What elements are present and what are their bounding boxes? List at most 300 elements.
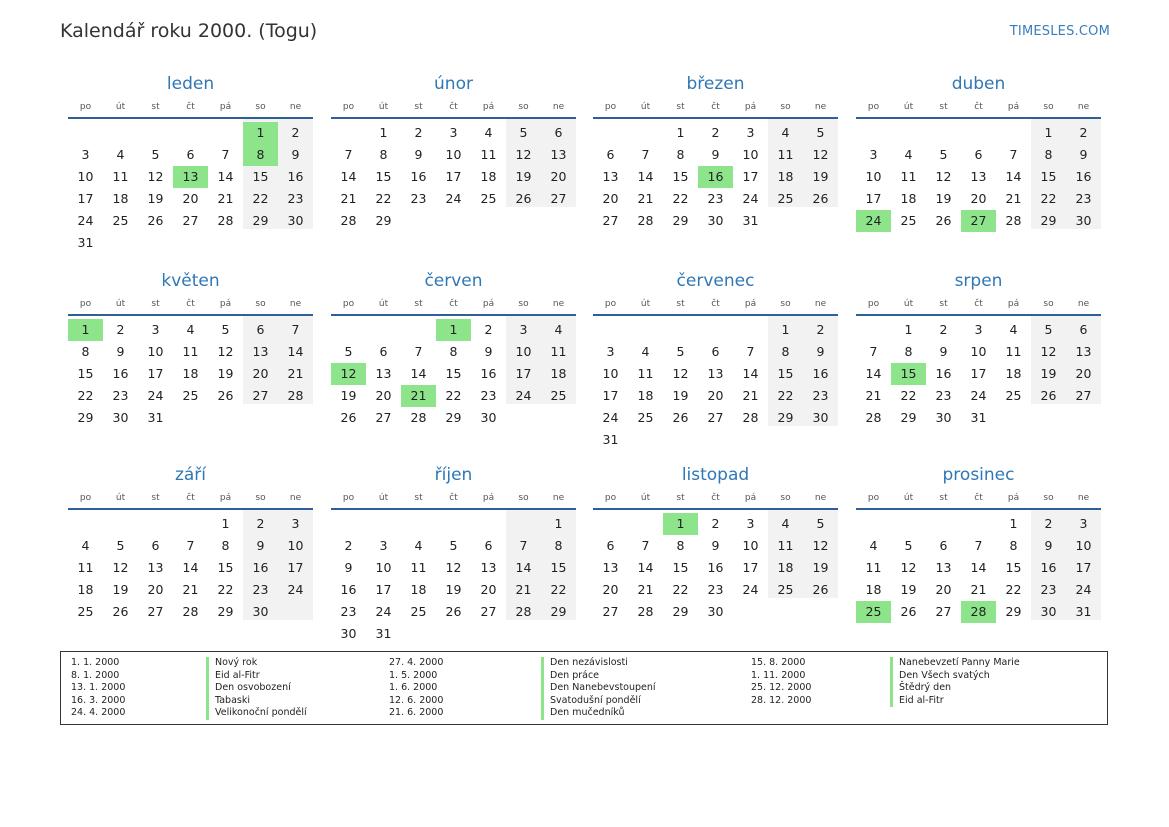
day: 17 xyxy=(1075,560,1092,575)
month-name: prosinec xyxy=(942,465,1015,485)
weekday-label: st xyxy=(414,299,423,309)
day: 5 xyxy=(676,344,685,359)
day: 16 xyxy=(287,169,304,184)
day: 26 xyxy=(112,604,129,619)
day: 12 xyxy=(147,169,164,184)
weekday-header xyxy=(68,491,313,510)
day: 31 xyxy=(602,432,619,447)
day: 30 xyxy=(1040,604,1057,619)
weekday-label: so xyxy=(780,299,791,309)
day: 9 xyxy=(939,344,948,359)
legend-date: 1. 11. 2000 xyxy=(751,669,806,681)
day: 2 xyxy=(414,125,423,140)
day: 13 xyxy=(252,344,269,359)
day: 31 xyxy=(77,235,94,250)
weekday-label: pá xyxy=(482,102,495,112)
day: 8 xyxy=(221,538,230,553)
day: 3 xyxy=(151,322,160,337)
day: 12 xyxy=(112,560,129,575)
weekday-label: ne xyxy=(289,102,302,112)
day: 13 xyxy=(550,147,567,162)
day: 12 xyxy=(672,366,689,381)
day: 9 xyxy=(816,344,825,359)
weekday-label: st xyxy=(414,102,423,112)
legend-holiday-name: Nový rok xyxy=(206,657,257,670)
day: 2 xyxy=(116,322,125,337)
day: 14 xyxy=(637,169,654,184)
legend-date: 1. 5. 2000 xyxy=(389,669,438,681)
day: 13 xyxy=(1075,344,1092,359)
day: 13 xyxy=(707,366,724,381)
day: 13 xyxy=(480,560,497,575)
day: 16 xyxy=(1075,169,1092,184)
day: 27 xyxy=(707,410,724,425)
weekday-header xyxy=(856,491,1101,510)
day: 7 xyxy=(746,344,755,359)
day: 18 xyxy=(550,366,567,381)
day: 3 xyxy=(379,538,388,553)
day: 30 xyxy=(707,213,724,228)
day: 8 xyxy=(1044,147,1053,162)
day: 1 xyxy=(379,125,388,140)
day: 21 xyxy=(182,582,199,597)
weekday-label: so xyxy=(518,102,529,112)
day: 16 xyxy=(340,582,357,597)
day: 2 xyxy=(256,516,265,531)
day: 4 xyxy=(781,516,790,531)
day: 27 xyxy=(1075,388,1092,403)
weekday-header xyxy=(593,297,838,316)
legend-holiday-name: Štědrý den xyxy=(890,682,951,695)
weekday-label: so xyxy=(780,102,791,112)
day: 14 xyxy=(865,366,882,381)
legend-holiday-name: Den Nanebevstoupení xyxy=(541,682,656,695)
day: 19 xyxy=(935,191,952,206)
legend-date: 8. 1. 2000 xyxy=(71,669,120,681)
day: 25 xyxy=(550,388,567,403)
day: 11 xyxy=(480,147,497,162)
legend-date: 1. 1. 2000 xyxy=(71,657,120,668)
day: 17 xyxy=(287,560,304,575)
day: 11 xyxy=(865,560,882,575)
day: 20 xyxy=(252,366,269,381)
month-name: květen xyxy=(161,271,220,291)
month-únor xyxy=(331,73,576,255)
day: 29 xyxy=(672,213,689,228)
day: 13 xyxy=(147,560,164,575)
day: 20 xyxy=(550,169,567,184)
day: 7 xyxy=(344,147,353,162)
day: 1 xyxy=(1044,125,1053,140)
day: 4 xyxy=(186,322,195,337)
day: 5 xyxy=(151,147,160,162)
weekday-label: st xyxy=(151,493,160,503)
holiday-day: 25 xyxy=(856,601,891,623)
weekday-label: út xyxy=(115,102,126,112)
day: 8 xyxy=(449,344,458,359)
day: 22 xyxy=(77,388,94,403)
day: 19 xyxy=(812,169,829,184)
holiday-day: 21 xyxy=(401,385,436,407)
day: 1 xyxy=(1009,516,1018,531)
weekday-label: st xyxy=(939,493,948,503)
day: 13 xyxy=(970,169,987,184)
day: 20 xyxy=(182,191,199,206)
day: 16 xyxy=(112,366,129,381)
weekday-label: po xyxy=(342,493,355,503)
month-name: červen xyxy=(424,271,483,291)
day: 24 xyxy=(602,410,619,425)
day: 12 xyxy=(812,538,829,553)
weekday-label: pá xyxy=(744,102,757,112)
day: 8 xyxy=(81,344,90,359)
day: 23 xyxy=(935,388,952,403)
day: 11 xyxy=(900,169,917,184)
day: 4 xyxy=(414,538,423,553)
weekday-label: po xyxy=(867,299,880,309)
day: 30 xyxy=(480,410,497,425)
holiday-day: 12 xyxy=(331,363,366,385)
day: 22 xyxy=(672,191,689,206)
day: 15 xyxy=(672,560,689,575)
weekday-label: čt xyxy=(449,102,458,112)
day: 28 xyxy=(217,213,234,228)
month-days xyxy=(68,316,313,452)
day: 5 xyxy=(221,322,230,337)
weekday-label: ne xyxy=(552,102,565,112)
weekday-label: ne xyxy=(1077,493,1090,503)
weekday-label: út xyxy=(903,493,914,503)
weekday-label: so xyxy=(780,493,791,503)
day: 16 xyxy=(935,366,952,381)
month-name: březen xyxy=(686,74,745,94)
day: 20 xyxy=(1075,366,1092,381)
day: 6 xyxy=(151,538,160,553)
day: 4 xyxy=(869,538,878,553)
day: 8 xyxy=(1009,538,1018,553)
day: 21 xyxy=(742,388,759,403)
weekday-label: čt xyxy=(186,493,195,503)
day: 23 xyxy=(410,191,427,206)
weekday-label: čt xyxy=(186,102,195,112)
day: 28 xyxy=(340,213,357,228)
day: 9 xyxy=(711,538,720,553)
day: 18 xyxy=(637,388,654,403)
weekday-label: út xyxy=(378,493,389,503)
weekday-label: ne xyxy=(814,299,827,309)
day: 22 xyxy=(445,388,462,403)
weekday-label: čt xyxy=(974,493,983,503)
weekday-label: pá xyxy=(1007,299,1020,309)
legend-holiday-name: Tabaski xyxy=(206,695,250,708)
day: 10 xyxy=(287,538,304,553)
holiday-day: 28 xyxy=(961,601,996,623)
weekday-label: pá xyxy=(219,299,232,309)
day: 20 xyxy=(602,191,619,206)
weekday-label: út xyxy=(903,299,914,309)
day: 10 xyxy=(970,344,987,359)
day: 31 xyxy=(970,410,987,425)
day: 11 xyxy=(112,169,129,184)
day: 30 xyxy=(1075,213,1092,228)
day: 15 xyxy=(217,560,234,575)
day: 28 xyxy=(287,388,304,403)
day: 8 xyxy=(676,538,685,553)
month-days xyxy=(593,119,838,255)
month-červenec xyxy=(593,270,838,452)
day: 7 xyxy=(519,538,528,553)
day: 6 xyxy=(606,538,615,553)
day: 9 xyxy=(344,560,353,575)
weekday-header xyxy=(68,100,313,119)
day: 23 xyxy=(112,388,129,403)
day: 21 xyxy=(515,582,532,597)
day: 15 xyxy=(77,366,94,381)
month-name: leden xyxy=(166,74,215,94)
day: 3 xyxy=(974,322,983,337)
day: 17 xyxy=(742,560,759,575)
day: 7 xyxy=(186,538,195,553)
day: 25 xyxy=(777,582,794,597)
day: 10 xyxy=(77,169,94,184)
weekday-label: pá xyxy=(1007,493,1020,503)
day: 12 xyxy=(445,560,462,575)
legend-holiday-name: Den osvobození xyxy=(206,682,291,695)
weekday-label: ne xyxy=(289,299,302,309)
day: 30 xyxy=(707,604,724,619)
weekday-label: pá xyxy=(219,102,232,112)
weekday-label: ne xyxy=(552,299,565,309)
weekday-label: po xyxy=(604,299,617,309)
holiday-day: 27 xyxy=(961,210,996,232)
day: 18 xyxy=(865,582,882,597)
day: 24 xyxy=(375,604,392,619)
legend-holiday-name: Svatodušní pondělí xyxy=(541,695,641,708)
day: 15 xyxy=(252,169,269,184)
day: 7 xyxy=(641,538,650,553)
weekday-label: čt xyxy=(711,102,720,112)
day: 11 xyxy=(777,147,794,162)
day: 25 xyxy=(182,388,199,403)
day: 18 xyxy=(410,582,427,597)
month-prosinec xyxy=(856,464,1101,646)
day: 7 xyxy=(641,147,650,162)
day: 29 xyxy=(217,604,234,619)
day: 23 xyxy=(287,191,304,206)
day: 22 xyxy=(375,191,392,206)
month-days xyxy=(331,316,576,452)
day: 21 xyxy=(340,191,357,206)
weekday-label: út xyxy=(640,102,651,112)
weekday-label: čt xyxy=(974,102,983,112)
day: 2 xyxy=(291,125,300,140)
day: 14 xyxy=(217,169,234,184)
day: 9 xyxy=(711,147,720,162)
weekday-label: st xyxy=(676,102,685,112)
weekday-label: po xyxy=(342,102,355,112)
month-days xyxy=(68,510,313,646)
day: 8 xyxy=(379,147,388,162)
day: 13 xyxy=(602,560,619,575)
day: 19 xyxy=(812,560,829,575)
weekday-header xyxy=(331,100,576,119)
day: 18 xyxy=(777,169,794,184)
legend-holiday-name: Nanebevzetí Panny Marie xyxy=(890,657,1020,670)
weekday-header xyxy=(856,100,1101,119)
day: 6 xyxy=(256,322,265,337)
weekday-header xyxy=(331,491,576,510)
holiday-day: 1 xyxy=(68,319,103,341)
day: 9 xyxy=(256,538,265,553)
legend-date: 16. 3. 2000 xyxy=(71,694,126,706)
day: 20 xyxy=(602,582,619,597)
weekday-label: st xyxy=(939,299,948,309)
day: 12 xyxy=(812,147,829,162)
day: 23 xyxy=(340,604,357,619)
day: 6 xyxy=(711,344,720,359)
day: 10 xyxy=(147,344,164,359)
day: 17 xyxy=(515,366,532,381)
day: 7 xyxy=(221,147,230,162)
day: 11 xyxy=(77,560,94,575)
day: 24 xyxy=(742,191,759,206)
month-květen xyxy=(68,270,313,452)
weekday-label: pá xyxy=(219,493,232,503)
day: 2 xyxy=(344,538,353,553)
day: 30 xyxy=(252,604,269,619)
day: 21 xyxy=(217,191,234,206)
day: 18 xyxy=(777,560,794,575)
day: 4 xyxy=(554,322,563,337)
day: 28 xyxy=(410,410,427,425)
day: 9 xyxy=(414,147,423,162)
day: 22 xyxy=(217,582,234,597)
weekday-label: pá xyxy=(482,493,495,503)
weekday-label: čt xyxy=(974,299,983,309)
day: 19 xyxy=(1040,366,1057,381)
day: 27 xyxy=(147,604,164,619)
day: 8 xyxy=(676,147,685,162)
day: 20 xyxy=(970,191,987,206)
day: 16 xyxy=(480,366,497,381)
day: 22 xyxy=(252,191,269,206)
day: 20 xyxy=(707,388,724,403)
day: 9 xyxy=(484,344,493,359)
brand-link[interactable]: TIMESLES.COM xyxy=(1009,24,1110,39)
day: 15 xyxy=(445,366,462,381)
month-březen xyxy=(593,73,838,255)
day: 25 xyxy=(777,191,794,206)
day: 18 xyxy=(1005,366,1022,381)
holiday-day: 15 xyxy=(891,363,926,385)
day: 2 xyxy=(711,516,720,531)
day: 29 xyxy=(672,604,689,619)
holiday-day: 13 xyxy=(173,166,208,188)
day: 12 xyxy=(935,169,952,184)
day: 7 xyxy=(291,322,300,337)
day: 12 xyxy=(900,560,917,575)
legend-holiday-name: Velikonoční pondělí xyxy=(206,707,307,720)
day: 28 xyxy=(865,410,882,425)
day: 15 xyxy=(375,169,392,184)
day: 1 xyxy=(676,125,685,140)
day: 20 xyxy=(147,582,164,597)
day: 17 xyxy=(147,366,164,381)
legend-holiday-name: Den práce xyxy=(541,670,599,683)
weekday-label: so xyxy=(1043,102,1054,112)
day: 28 xyxy=(637,604,654,619)
legend-date: 1. 6. 2000 xyxy=(389,682,438,693)
day: 29 xyxy=(1005,604,1022,619)
day: 19 xyxy=(900,582,917,597)
day: 22 xyxy=(1040,191,1057,206)
day: 4 xyxy=(781,125,790,140)
day: 15 xyxy=(672,169,689,184)
weekday-label: po xyxy=(79,493,92,503)
weekday-label: st xyxy=(676,299,685,309)
day: 22 xyxy=(1005,582,1022,597)
weekday-label: st xyxy=(151,102,160,112)
weekday-label: po xyxy=(342,299,355,309)
weekday-label: so xyxy=(1043,493,1054,503)
day: 16 xyxy=(707,560,724,575)
weekday-label: po xyxy=(79,299,92,309)
day: 14 xyxy=(340,169,357,184)
month-říjen xyxy=(331,464,576,646)
day: 26 xyxy=(217,388,234,403)
month-name: listopad xyxy=(681,465,750,485)
day: 31 xyxy=(147,410,164,425)
day: 30 xyxy=(935,410,952,425)
weekday-label: so xyxy=(1043,299,1054,309)
day: 5 xyxy=(1044,322,1053,337)
day: 5 xyxy=(816,125,825,140)
day: 5 xyxy=(449,538,458,553)
day: 15 xyxy=(777,366,794,381)
day: 11 xyxy=(637,366,654,381)
day: 28 xyxy=(637,213,654,228)
day: 14 xyxy=(1005,169,1022,184)
day: 20 xyxy=(935,582,952,597)
holiday-day: 1 xyxy=(436,319,471,341)
day: 9 xyxy=(1044,538,1053,553)
day: 31 xyxy=(742,213,759,228)
day: 24 xyxy=(1075,582,1092,597)
weekday-label: út xyxy=(378,102,389,112)
day: 9 xyxy=(291,147,300,162)
holiday-day: 16 xyxy=(698,166,733,188)
day: 14 xyxy=(182,560,199,575)
weekday-label: pá xyxy=(744,299,757,309)
day: 18 xyxy=(112,191,129,206)
weekday-label: út xyxy=(115,493,126,503)
day: 14 xyxy=(742,366,759,381)
holiday-day: 1 xyxy=(663,513,698,535)
day: 19 xyxy=(112,582,129,597)
day: 17 xyxy=(865,191,882,206)
weekday-label: po xyxy=(867,493,880,503)
day: 26 xyxy=(900,604,917,619)
weekday-label: út xyxy=(378,299,389,309)
day: 31 xyxy=(1075,604,1092,619)
day: 15 xyxy=(550,560,567,575)
weekday-label: st xyxy=(151,299,160,309)
day: 21 xyxy=(637,582,654,597)
month-days xyxy=(68,119,313,255)
day: 14 xyxy=(287,344,304,359)
day: 2 xyxy=(1079,125,1088,140)
day: 26 xyxy=(672,410,689,425)
